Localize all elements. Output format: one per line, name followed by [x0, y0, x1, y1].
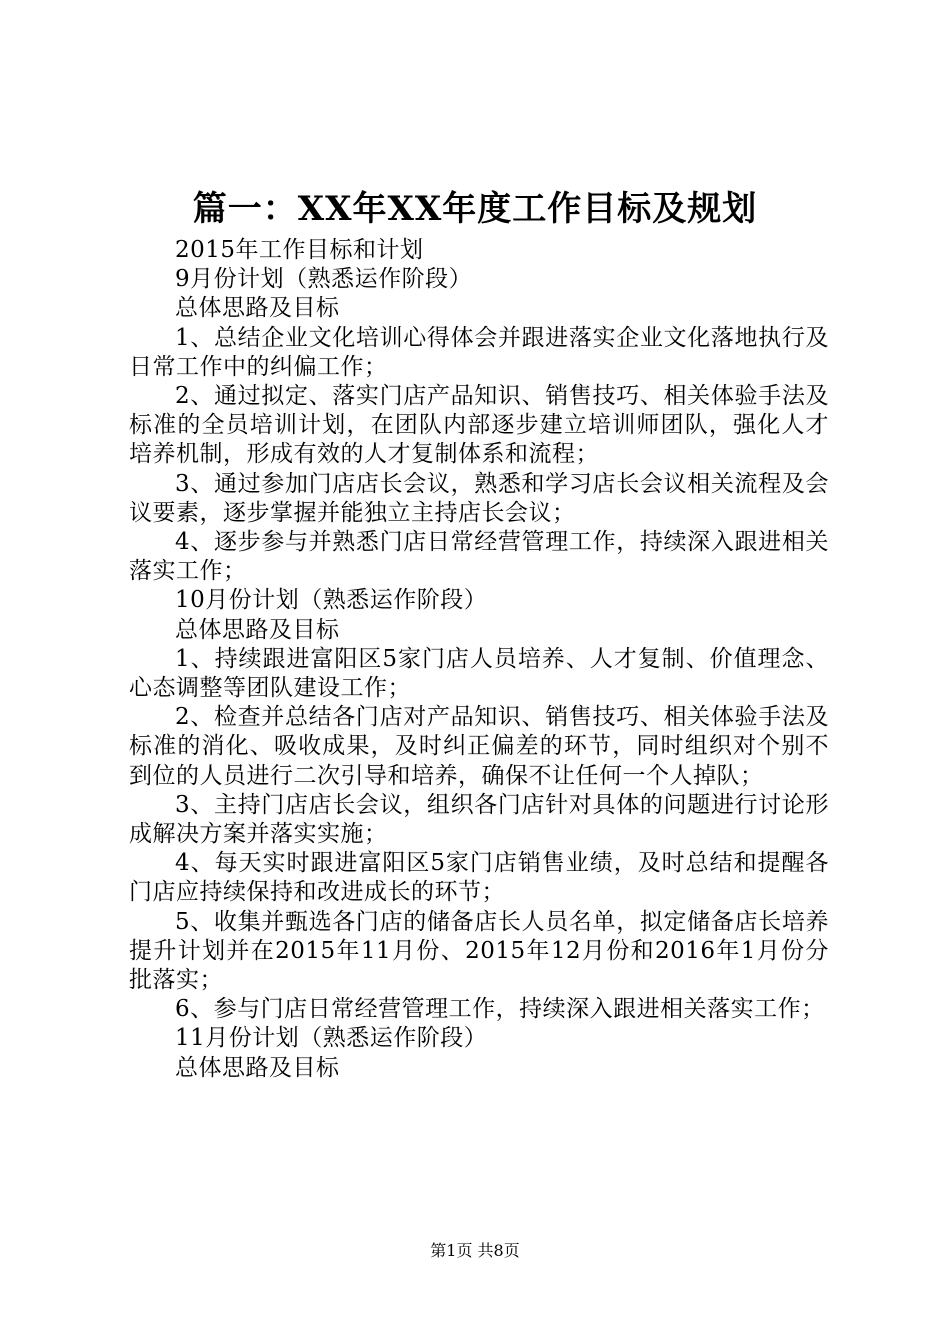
paragraph: 4、逐步参与并熟悉门店日常经营管理工作，持续深入跟进相关落实工作； [129, 529, 829, 585]
paragraph: 3、主持门店店长会议，组织各门店针对具体的问题进行讨论形成解决方案并落实实施； [129, 791, 829, 848]
paragraph: 11月份计划（熟悉运作阶段） [175, 1025, 488, 1052]
paragraph: 2、检查并总结各门店对产品知识、销售技巧、相关体验手法及标准的消化、吸收成果，及时纠正偏差的环节，同时组织对个别不到位的人员进行二次引导和培养，确保不让任何一个人掉队； [129, 704, 829, 789]
paragraph: 6、参与门店日常经营管理工作，持续深入跟进相关落实工作； [175, 996, 825, 1023]
document-body [129, 236, 829, 1083]
paragraph: 1、持续跟进富阳区5家门店人员培养、人才复制、价值理念、心态调整等团队建设工作； [129, 645, 829, 702]
document-title: 篇一：XX年XX年度工作目标及规划 [192, 189, 758, 229]
paragraph: 5、收集并甄选各门店的储备店长人员名单，拟定储备店长培养提升计划并在2015年11月份、2015年12月份和2016年1月份分批落实； [129, 908, 829, 994]
paragraph: 总体思路及目标 [175, 616, 340, 643]
paragraph: 2、通过拟定、落实门店产品知识、销售技巧、相关体验手法及标准的全员培训计划，在团队内部逐步建立培训师团队，强化人才培养机制，形成有效的人才复制体系和流程； [129, 383, 829, 468]
paragraph: 1、总结企业文化培训心得体会并跟进落实企业文化落地执行及日常工作中的纠偏工作； [129, 324, 829, 380]
paragraph: 3、通过参加门店店长会议，熟悉和学习店长会议相关流程及会议要素，逐步掌握并能独立主持店长会议； [129, 470, 829, 526]
paragraph: 4、每天实时跟进富阳区5家门店销售业绩，及时总结和提醒各门店应持续保持和改进成长的环节； [129, 850, 829, 906]
paragraph: 9月份计划（熟悉运作阶段） [175, 266, 473, 293]
page-footer: 第1页 共8页 [430, 1241, 520, 1260]
paragraph: 总体思路及目标 [175, 1054, 340, 1081]
paragraph: 总体思路及目标 [175, 295, 340, 322]
paragraph: 2015年工作目标和计划 [175, 237, 424, 263]
paragraph: 10月份计划（熟悉运作阶段） [175, 587, 488, 614]
